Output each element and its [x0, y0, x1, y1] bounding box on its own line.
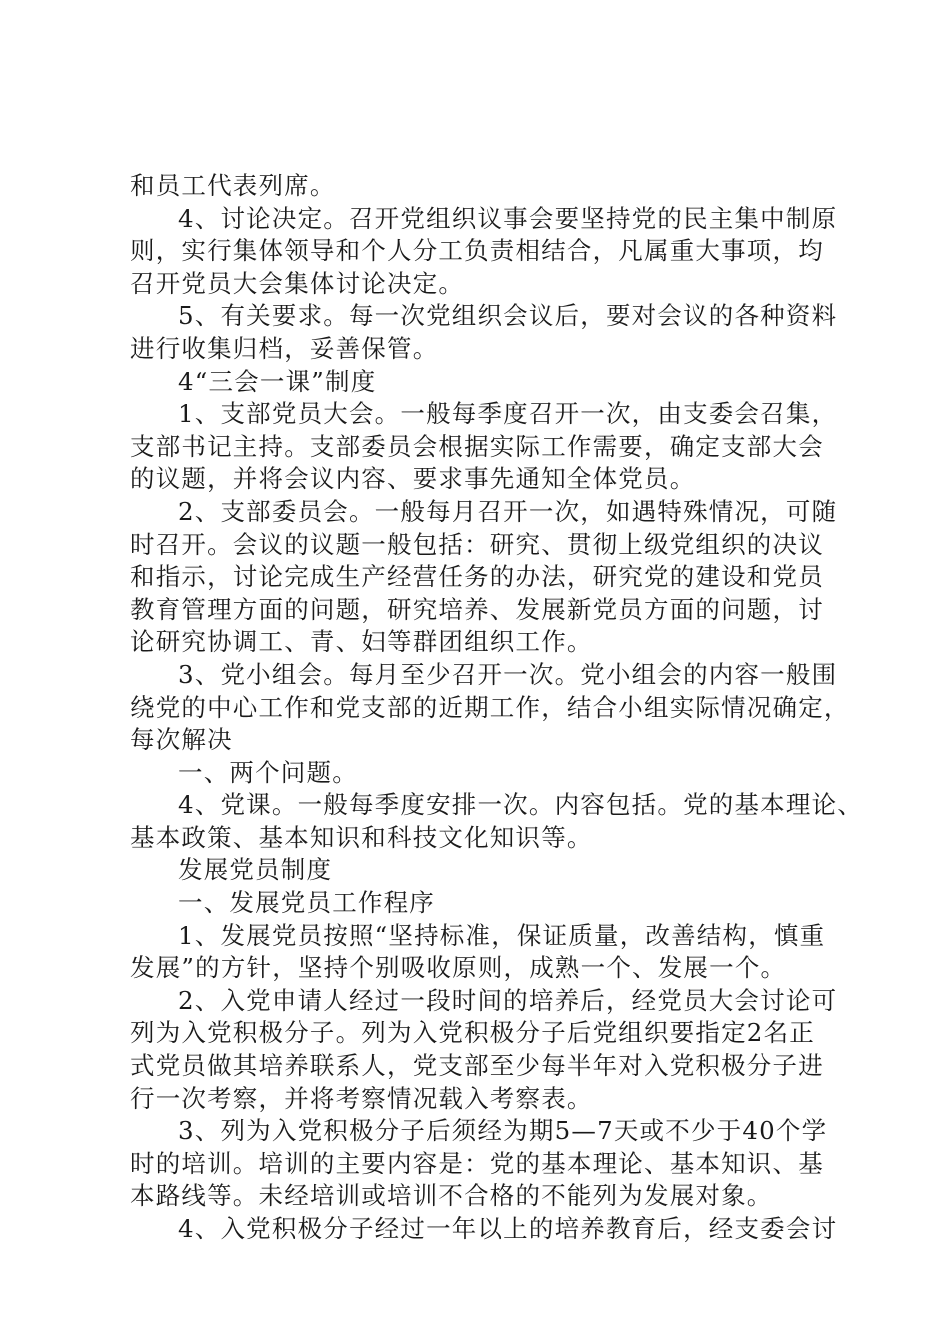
- text-line: 本路线等。未经培训或培训不合格的不能列为发展对象。: [130, 1181, 773, 1211]
- text-line: 行一次考察，并将考察情况载入考察表。: [130, 1083, 593, 1113]
- text-line: 一、两个问题。: [178, 757, 358, 787]
- text-line: 2、支部委员会。一般每月召开一次，如遇特殊情况，可随: [178, 496, 838, 526]
- text-line: 发展”的方针，坚持个别吸收原则，成熟一个、发展一个。: [130, 953, 787, 983]
- text-line: 5、有关要求。每一次党组织会议后，要对会议的各种资料: [178, 301, 838, 331]
- text-line: 则，实行集体领导和个人分工负责相结合，凡属重大事项，均: [130, 236, 824, 266]
- text-line: 1、发展党员按照“坚持标准，保证质量，改善结构，慎重: [178, 920, 826, 950]
- text-line: 绕党的中心工作和党支部的近期工作，结合小组实际情况确定，: [130, 692, 850, 722]
- text-line: 一、发展党员工作程序: [178, 888, 435, 918]
- text-line: 召开党员大会集体讨论决定。: [130, 268, 465, 298]
- text-line: 的议题，并将会议内容、要求事先通知全体党员。: [130, 464, 696, 494]
- text-line: 和指示，讨论完成生产经营任务的办法，研究党的建设和党员: [130, 562, 824, 592]
- text-line: 每次解决: [130, 725, 233, 755]
- text-line: 4、党课。一般每季度安排一次。内容包括。党的基本理论、: [178, 790, 863, 820]
- text-line: 时的培训。培训的主要内容是：党的基本理论、基本知识、基: [130, 1148, 824, 1178]
- text-line: 发展党员制度: [178, 855, 333, 885]
- text-line: 进行收集归档，妥善保管。: [130, 333, 439, 363]
- text-line: 3、党小组会。每月至少召开一次。党小组会的内容一般围: [178, 659, 838, 689]
- text-line: 4、入党积极分子经过一年以上的培养教育后，经支委会讨: [178, 1214, 838, 1243]
- text-line: 时召开。会议的议题一般包括：研究、贯彻上级党组织的决议: [130, 529, 824, 559]
- text-line: 2、入党申请人经过一段时间的培养后，经党员大会讨论可: [178, 985, 838, 1015]
- text-line: 4“三会一课”制度: [178, 366, 377, 396]
- text-line: 3、列为入党积极分子后须经为期5—7天或不少于40个学: [178, 1116, 828, 1146]
- text-line: 1、支部党员大会。一般每季度召开一次，由支委会召集，: [178, 399, 838, 429]
- text-line: 论研究协调工、青、妇等群团组织工作。: [130, 627, 593, 657]
- text-line: 基本政策、基本知识和科技文化知识等。: [130, 822, 593, 852]
- text-line: 和员工代表列席。: [130, 171, 336, 200]
- text-line: 式党员做其培养联系人，党支部至少每半年对入党积极分子进: [130, 1051, 824, 1081]
- document-body: [130, 170, 863, 1246]
- text-line: 4、讨论决定。召开党组织议事会要坚持党的民主集中制原: [178, 203, 838, 233]
- text-line: 教育管理方面的问题，研究培养、发展新党员方面的问题，讨: [130, 594, 824, 624]
- text-line: 支部书记主持。支部委员会根据实际工作需要，确定支部大会: [130, 431, 824, 461]
- text-line: 列为入党积极分子。列为入党积极分子后党组织要指定2名正: [130, 1018, 815, 1048]
